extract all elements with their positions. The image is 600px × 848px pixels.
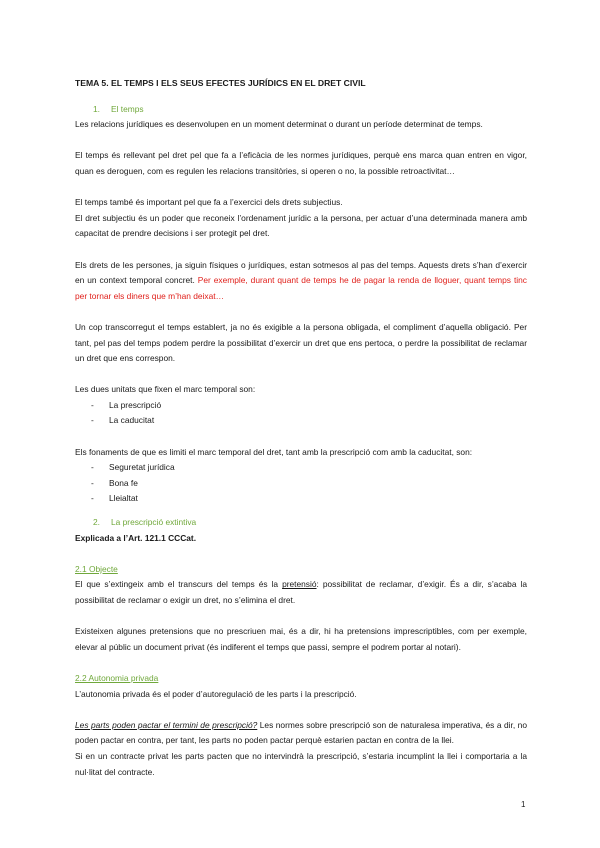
paragraph: L’autonomia privada és el poder d’autoregulació de les parts i la prescripció. xyxy=(75,688,357,699)
section-title: El temps xyxy=(111,103,144,114)
paragraph-text: Els drets de les persones, ja siguin físiques o jurídiques, estan sotmesos al pas del temps. Aquests drets s’han d’exercir en un context temporal concret. xyxy=(75,259,527,286)
underlined-term: pretensió xyxy=(282,579,317,590)
list-item: - Bona fe xyxy=(75,476,527,492)
paragraph: Existeixen algunes pretensions que no prescriuen mai, és a dir, hi ha pretensions imprescriptibles, com per exemple, elevar al públic un document privat (és indiferent el temps que passi, sempre el podrem portar al notari). xyxy=(75,626,527,652)
list-item: - La caducitat xyxy=(75,413,527,429)
paragraph xyxy=(75,718,527,749)
section-number: 2. xyxy=(93,517,100,528)
section-heading-1 xyxy=(93,102,527,118)
subsection-heading: 2.1 Objecte xyxy=(75,563,118,574)
example-text: Per exemple, durant quant de temps he de pagar la renda de lloguer, quant temps tinc per tornar els diners que m’han deixat… xyxy=(75,275,527,301)
section-heading-2 xyxy=(93,515,527,531)
subsection-heading: 2.2 Autonomia privada xyxy=(75,672,159,683)
article-reference: Explicada a l’Art. 121.1 CCCat. xyxy=(75,532,197,543)
paragraph: Les dues unitats que fixen el marc temporal son: xyxy=(75,384,256,395)
foundations-list xyxy=(75,460,527,507)
paragraph: Un cop transcorregut el temps establert, ja no és exigible a la persona obligada, el compliment d’aquella obligació. Per tant, pel pas del temps podem perdre la possibilitat d’exercir un dret que ens pertoca, o perdre la possibilitat de reclamar un dret que ens correspon. xyxy=(75,321,527,364)
paragraph: Els fonaments de que es limiti el marc temporal del dret, tant amb la prescripció com amb la caducitat, son: xyxy=(75,446,473,457)
paragraph: El temps és rellevant pel dret pel que fa a l’eficàcia de les normes jurídiques, perquè ens marca quan entren en vigor, quan es deroguen, com es regulen les relacions transitòries, si operen o no, la possible retroactivitat… xyxy=(75,150,527,176)
paragraph: Les relacions jurídiques es desenvolupen en un moment determinat o durant un període determinat de temps. xyxy=(75,119,483,130)
document-title: TEMA 5. EL TEMPS I ELS SEUS EFECTES JURÍDICS EN EL DRET CIVIL xyxy=(75,78,366,88)
page-number: 1 xyxy=(521,800,526,809)
list-item: - Seguretat jurídica xyxy=(75,460,527,476)
paragraph: Si en un contracte privat les parts pacten que no intervindrà la prescripció, s’estaria incumplint la llei i comportaria a la nul·litat del contracte. xyxy=(75,750,527,777)
question-text: Les parts poden pactar el termini de prescripció? xyxy=(75,719,258,730)
paragraph-text: El que s’extingeix amb el transcurs del temps és la xyxy=(75,579,279,590)
paragraph xyxy=(75,577,527,608)
section-number: 1. xyxy=(93,103,100,114)
time-units-list xyxy=(75,398,527,429)
document-body xyxy=(75,76,527,780)
paragraph-text: Les normes sobre prescripció son de naturalesa imperativa, és a dir, no poden pactar en contra, per tant, les parts no poden pactar perquè estarien pactan en contra de la llei. xyxy=(75,719,527,746)
paragraph-text: : possibilitat de reclamar, d’exigir. És a dir, s’acaba la possibilitat de reclamar o exigir un dret, no s’elimina el dret. xyxy=(75,579,528,605)
paragraph: El dret subjectiu és un poder que reconeix l’ordenament jurídic a la persona, per actuar d’una determinada manera amb capacitat de prendre decisions i ser protegit pel dret. xyxy=(75,212,527,239)
paragraph: El temps també és important pel que fa a l’exercici dels drets subjectius. xyxy=(75,197,343,208)
list-item: - La prescripció xyxy=(75,398,527,414)
paragraph xyxy=(75,258,527,305)
list-item: - Lleialtat xyxy=(75,491,527,507)
section-title: La prescripció extintiva xyxy=(111,517,197,528)
